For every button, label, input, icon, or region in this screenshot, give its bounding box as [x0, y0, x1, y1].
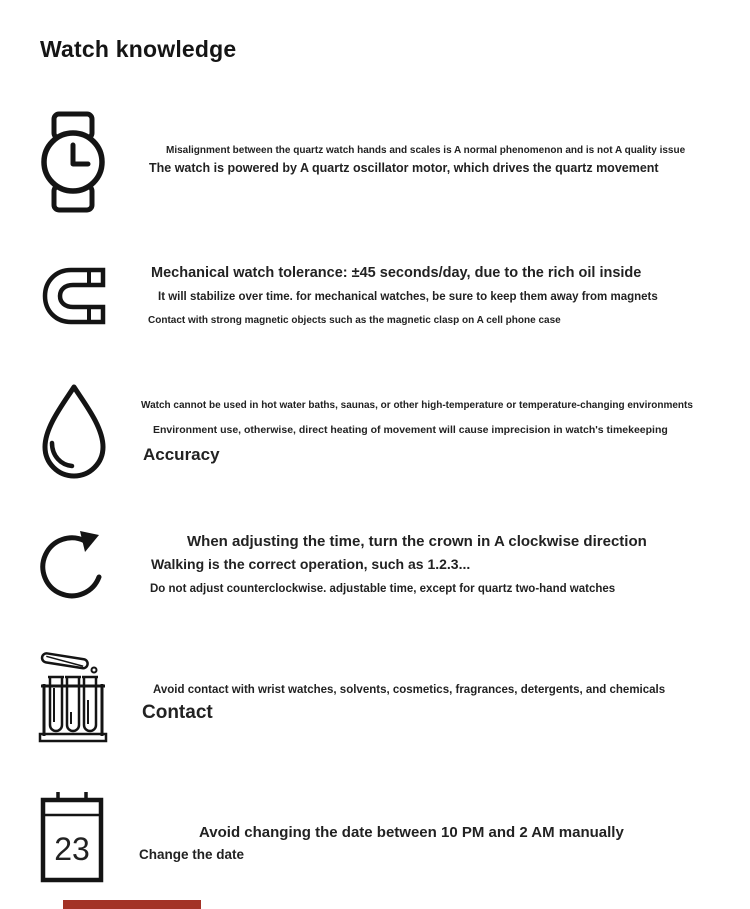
- clockwise-rotation-icon: [38, 528, 110, 614]
- clockwise-rotation-icon-svg: [38, 528, 110, 614]
- rack-base: [40, 734, 106, 741]
- text-line: Do not adjust counterclockwise. adjustable time, except for quartz two-hand watches: [150, 583, 616, 595]
- water-drop-icon-svg: [40, 383, 108, 481]
- magnet-body: [45, 270, 103, 322]
- text-line: It will stabilize over time. for mechanical watches, be sure to keep them away from magnets: [158, 291, 658, 303]
- page-title: Watch knowledge: [40, 36, 237, 62]
- drop-inner-arc: [52, 443, 72, 466]
- text-line: Environment use, otherwise, direct heating of movement will cause imprecision in watch's timekeeping: [153, 424, 668, 436]
- magnet-icon-svg: [42, 266, 106, 326]
- arrow-head: [80, 531, 99, 552]
- wristwatch-icon-svg: [40, 111, 106, 213]
- rotation-arc: [43, 538, 99, 596]
- wristwatch-icon: [40, 111, 106, 213]
- text-line: Walking is the correct operation, such as 1.2.3...: [151, 556, 471, 572]
- water-drop-icon: [40, 383, 108, 481]
- calendar-icon-svg: [40, 790, 104, 884]
- magnet-icon: [42, 266, 106, 326]
- text-line: Misalignment between the quartz watch hands and scales is A normal phenomenon and is not A quality issue: [166, 145, 686, 156]
- section-heading: Contact: [142, 702, 213, 723]
- section-heading: Accuracy: [143, 445, 220, 464]
- red-accent-bar: [63, 900, 201, 909]
- test-tubes-icon: [38, 648, 108, 744]
- drop-outline: [45, 387, 103, 476]
- text-line: Change the date: [139, 847, 245, 862]
- pouring-tube: [41, 653, 88, 669]
- calendar-icon: [40, 790, 104, 884]
- text-line: Contact with strong magnetic objects such as the magnetic clasp on A cell phone case: [148, 315, 561, 326]
- liquid-drop: [92, 668, 97, 673]
- text-line: Avoid changing the date between 10 PM and 2 AM manually: [199, 824, 624, 841]
- text-line: When adjusting the time, turn the crown in A clockwise direction: [187, 533, 647, 550]
- calendar-date-text: 23: [54, 831, 90, 867]
- test-tubes-icon-svg: [38, 648, 108, 744]
- text-line: The watch is powered by A quartz oscillator motor, which drives the quartz movement: [149, 161, 659, 175]
- text-line: Avoid contact with wrist watches, solvents, cosmetics, fragrances, detergents, and chemicals: [153, 684, 666, 696]
- text-line: Watch cannot be used in hot water baths, saunas, or other high-temperature or temperature-changing environments: [141, 400, 693, 411]
- text-line: Mechanical watch tolerance: ±45 seconds/day, due to the rich oil inside: [151, 265, 642, 281]
